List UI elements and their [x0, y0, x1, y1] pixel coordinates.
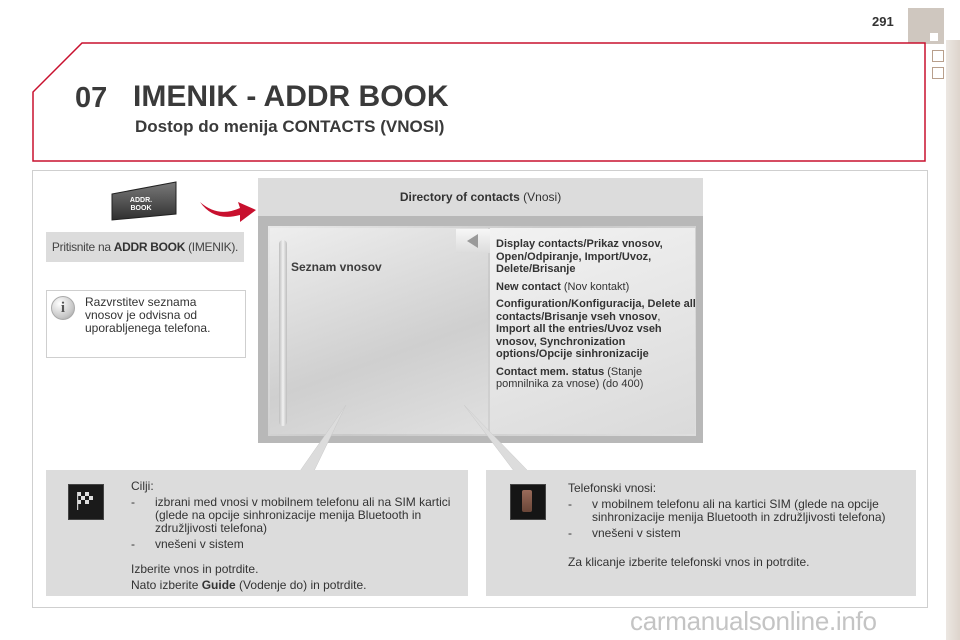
phone-icon	[522, 490, 532, 512]
checkered-flag-icon	[76, 491, 94, 511]
addr-book-button-label: ADDR. BOOK	[129, 197, 153, 212]
page-number: 291	[872, 14, 894, 29]
watermark: carmanualsonline.info	[630, 606, 877, 636]
corner-tab	[908, 8, 944, 44]
contacts-list-title: Seznam vnosov	[291, 260, 382, 274]
back-arrow-icon	[467, 234, 478, 248]
chapter-number: 07	[75, 82, 108, 114]
side-rail	[946, 40, 960, 640]
info-icon: i	[51, 296, 75, 320]
corner-tab-dot	[930, 33, 938, 41]
page-subtitle: Dostop do menija CONTACTS (VNOSI)	[135, 117, 445, 136]
destinations-text: Cilji: - izbrani med vnosi v mobilnem telefonu ali na SIM kartici (glede na opcije sinhronizacije menija Bluetooth in združljivosti telefona) - vnešeni v sistem Izberite vnos in potrdite. Nato izberite Guide (Vodenje do) in potrdite.	[131, 479, 451, 592]
callout-pointer-right	[460, 405, 530, 475]
menu-item-display-contacts[interactable]: Display contacts/Prikaz vnosov, Open/Odpiranje, Import/Uvoz, Delete/Brisanje	[496, 238, 663, 275]
red-arrow-icon	[198, 188, 258, 224]
press-instruction: Pritisnite na ADDR BOOK (IMENIK).	[46, 232, 244, 262]
phone-entries-text: Telefonski vnosi: - v mobilnem telefonu ali na kartici SIM (glede na opcije sinhronizacije menija Bluetooth in združljivosti telefona) - vnešeni v sistem Za klicanje izberite telefonski vnos in potrdite.	[568, 481, 886, 569]
screen-header: Directory of contacts (Vnosi)	[258, 178, 703, 216]
menu-item-contact-mem-status[interactable]: Contact mem. status (Stanje pomnilnika za vnose) (do 400)	[496, 365, 644, 390]
menu-item-configuration[interactable]: Configuration/Konfiguracija, Delete all contacts/Brisanje vseh vnosov, Import all the entries/Uvoz vseh vnosov, Synchronization options/Opcije sinhronizacije	[496, 298, 696, 360]
contacts-menu	[496, 238, 696, 396]
contacts-list-panel	[270, 228, 488, 434]
side-marker	[932, 67, 944, 79]
menu-item-new-contact[interactable]: New contact (Nov kontakt)	[496, 280, 630, 293]
side-marker	[932, 50, 944, 62]
page-title: IMENIK - ADDR BOOK	[133, 80, 449, 113]
info-note-text: Razvrstitev seznama vnosov je odvisna od uporabljenega telefona.	[85, 295, 211, 335]
callout-pointer-left	[290, 405, 360, 475]
scrollbar[interactable]	[279, 240, 287, 426]
